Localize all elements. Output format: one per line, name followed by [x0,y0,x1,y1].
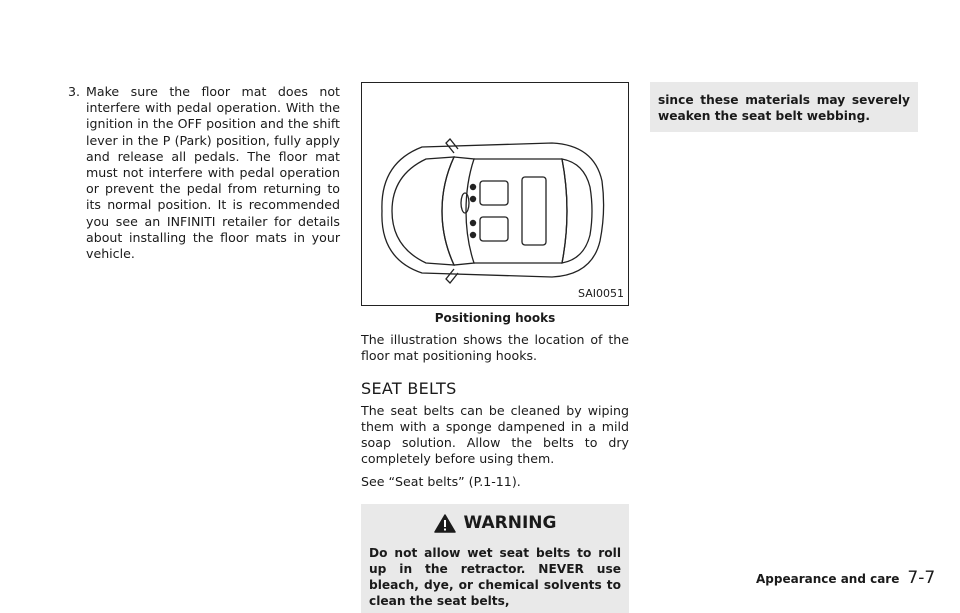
vehicle-illustration [361,82,629,306]
warning-text: Do not allow wet seat belts to roll up in the retractor. NEVER use bleach, dye, or chemical solvents to clean the seat belts, [369,545,621,608]
step-3 [68,84,340,262]
middle-column [361,82,629,613]
footer-section-label: Appearance and care [756,572,900,586]
step-text: Make sure the floor mat does not interfere with pedal operation. With the ignition in the OFF position and the shift lever in the P (Park) position, fully apply and release all pedals. The floor mat must not interfere with pedal operation or prevent the pedal from returning to its normal position. It is recommended you see an INFINITI retailer for details about installing the floor mats in your vehicle. [86,84,340,262]
section-heading: SEAT BELTS [361,378,457,398]
warning-title: WARNING [463,513,557,534]
warning-continued-box [650,82,918,132]
seat-belts-reference: See “Seat belts” (P.1-11). [361,473,521,489]
warning-box [361,504,629,613]
page-number: 7-7 [907,568,936,588]
warning-triangle-icon [434,514,456,533]
figure-caption: Positioning hooks [434,311,556,325]
step-number: 3. [68,84,81,99]
left-column [68,84,340,262]
warning-header [369,514,621,533]
figure-code: SAI0051 [578,286,624,300]
warning-continued-text: since these materials may severely weaken the seat belt webbing. [658,93,910,123]
right-column [650,82,918,132]
car-top-view-illustration [362,83,628,305]
page-footer [756,568,935,588]
seat-belts-paragraph: The seat belts can be cleaned by wiping them with a sponge dampened in a mild soap solution. Allow the belts to dry completely before using them. [361,402,629,467]
figure-description: The illustration shows the location of the floor mat positioning hooks. [361,332,629,364]
